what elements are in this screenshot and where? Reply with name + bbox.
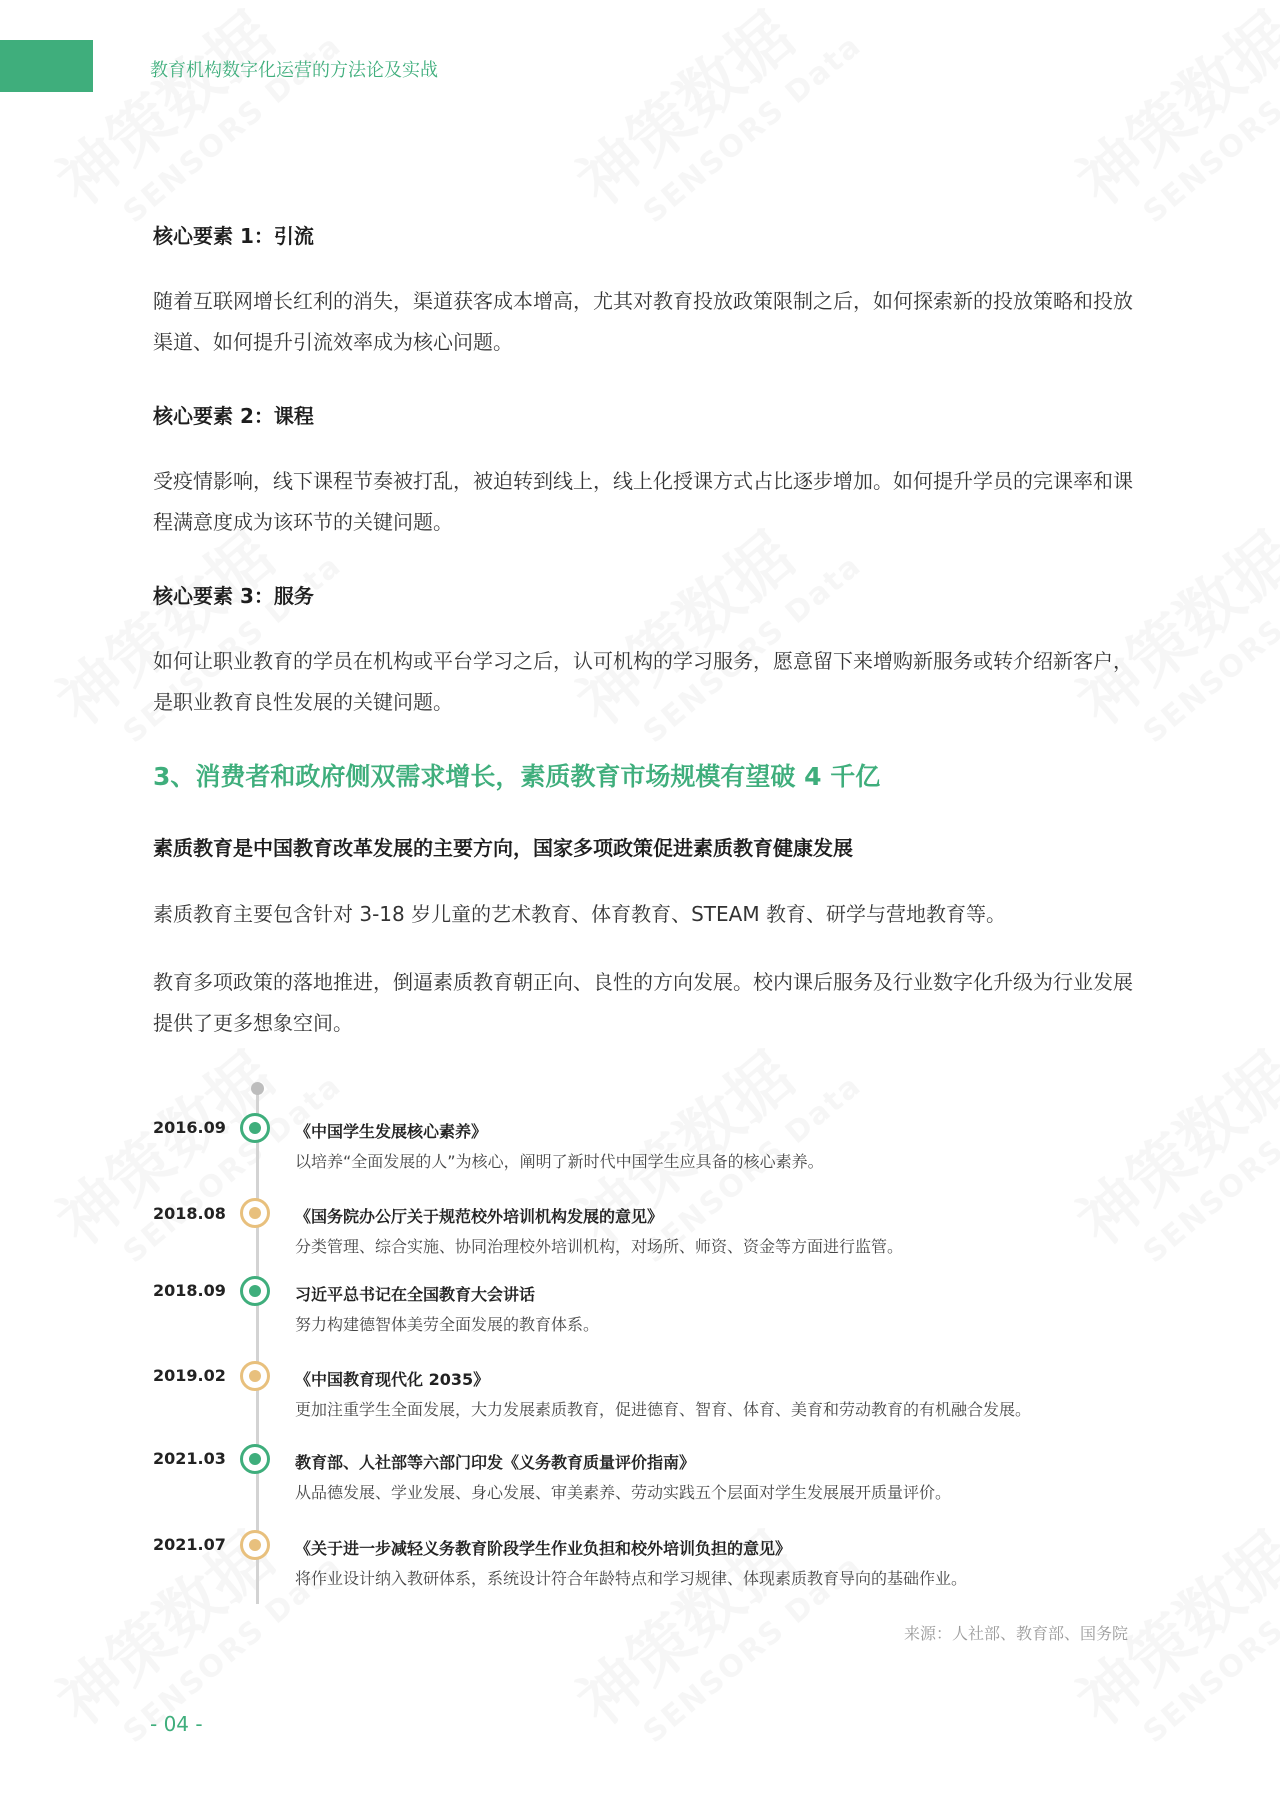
timeline-date: 2019.02 <box>153 1366 226 1385</box>
timeline-start-dot <box>251 1082 264 1095</box>
timeline-description: 努力构建德智体美劳全面发展的教育体系。 <box>295 1315 600 1334</box>
timeline-line <box>256 1092 259 1604</box>
element-1-heading: 核心要素 1：引流 <box>153 224 314 248</box>
section-paragraph: 教育多项政策的落地推进，倒逼素质教育朝正向、良性的方向发展。校内课后服务及行业数字化升级为行业发展提供了更多想象空间。 <box>153 970 1133 1035</box>
timeline-description: 将作业设计纳入教研体系，系统设计符合年龄特点和学习规律、体现素质教育导向的基础作业。 <box>295 1569 968 1588</box>
timeline-description: 以培养“全面发展的人”为核心，阐明了新时代中国学生应具备的核心素养。 <box>295 1152 824 1171</box>
timeline-title: 《中国教育现代化 2035》 <box>295 1370 490 1389</box>
timeline-description: 分类管理、综合实施、协同治理校外培训机构，对场所、师资、资金等方面进行监管。 <box>295 1237 904 1256</box>
element-2-heading: 核心要素 2：课程 <box>153 404 314 428</box>
source-note: 来源：人社部、教育部、国务院 <box>903 1624 1128 1643</box>
timeline-description: 更加注重学生全面发展，大力发展素质教育，促进德育、智育、体育、美育和劳动教育的有机融合发展。 <box>295 1400 1032 1419</box>
timeline-date: 2018.08 <box>153 1204 226 1223</box>
watermark <box>555 1477 869 1769</box>
timeline-date: 2021.07 <box>153 1535 226 1554</box>
timeline-dot <box>240 1113 270 1143</box>
timeline-title: 教育部、人社部等六部门印发《义务教育质量评价指南》 <box>295 1453 696 1472</box>
element-3-text: 如何让职业教育的学员在机构或平台学习之后，认可机构的学习服务，愿意留下来增购新服务或转介绍新客户，是职业教育良性发展的关键问题。 <box>153 649 1133 714</box>
timeline-dot <box>240 1530 270 1560</box>
watermark <box>35 0 349 250</box>
element-3-heading: 核心要素 3：服务 <box>153 584 314 608</box>
element-1-text: 随着互联网增长红利的消失，渠道获客成本增高，尤其对教育投放政策限制之后，如何探索新的投放策略和投放渠道、如何提升引流效率成为核心问题。 <box>153 289 1133 354</box>
watermark <box>555 0 869 250</box>
section-heading: 3、消费者和政府侧双需求增长，素质教育市场规模有望破 4 千亿 <box>153 762 881 791</box>
header-accent-bar <box>0 40 93 92</box>
timeline-title: 《中国学生发展核心素养》 <box>295 1122 488 1141</box>
timeline-description: 从品德发展、学业发展、身心发展、审美素养、劳动实践五个层面对学生发展展开质量评价。 <box>295 1483 952 1502</box>
watermark <box>1055 0 1280 250</box>
timeline-date: 2018.09 <box>153 1281 226 1300</box>
section-subheading: 素质教育是中国教育改革发展的主要方向，国家多项政策促进素质教育健康发展 <box>153 836 853 860</box>
timeline-dot <box>240 1276 270 1306</box>
timeline-dot <box>240 1198 270 1228</box>
timeline-date: 2021.03 <box>153 1449 226 1468</box>
timeline-title: 习近平总书记在全国教育大会讲话 <box>295 1285 536 1304</box>
timeline-title: 《国务院办公厅关于规范校外培训机构发展的意见》 <box>295 1207 664 1226</box>
timeline-title: 《关于进一步减轻义务教育阶段学生作业负担和校外培训负担的意见》 <box>295 1539 792 1558</box>
section-paragraph: 素质教育主要包含针对 3-18 岁儿童的艺术教育、体育教育、STEAM 教育、研学与营地教育等。 <box>153 902 1006 926</box>
element-2-text: 受疫情影响，线下课程节奏被打乱，被迫转到线上，线上化授课方式占比逐步增加。如何提升学员的完课率和课程满意度成为该环节的关键问题。 <box>153 469 1133 534</box>
timeline-dot <box>240 1444 270 1474</box>
page-number: - 04 - <box>150 1712 203 1736</box>
timeline-dot <box>240 1361 270 1391</box>
document-title: 教育机构数字化运营的方法论及实战 <box>150 60 438 81</box>
timeline-date: 2016.09 <box>153 1118 226 1137</box>
